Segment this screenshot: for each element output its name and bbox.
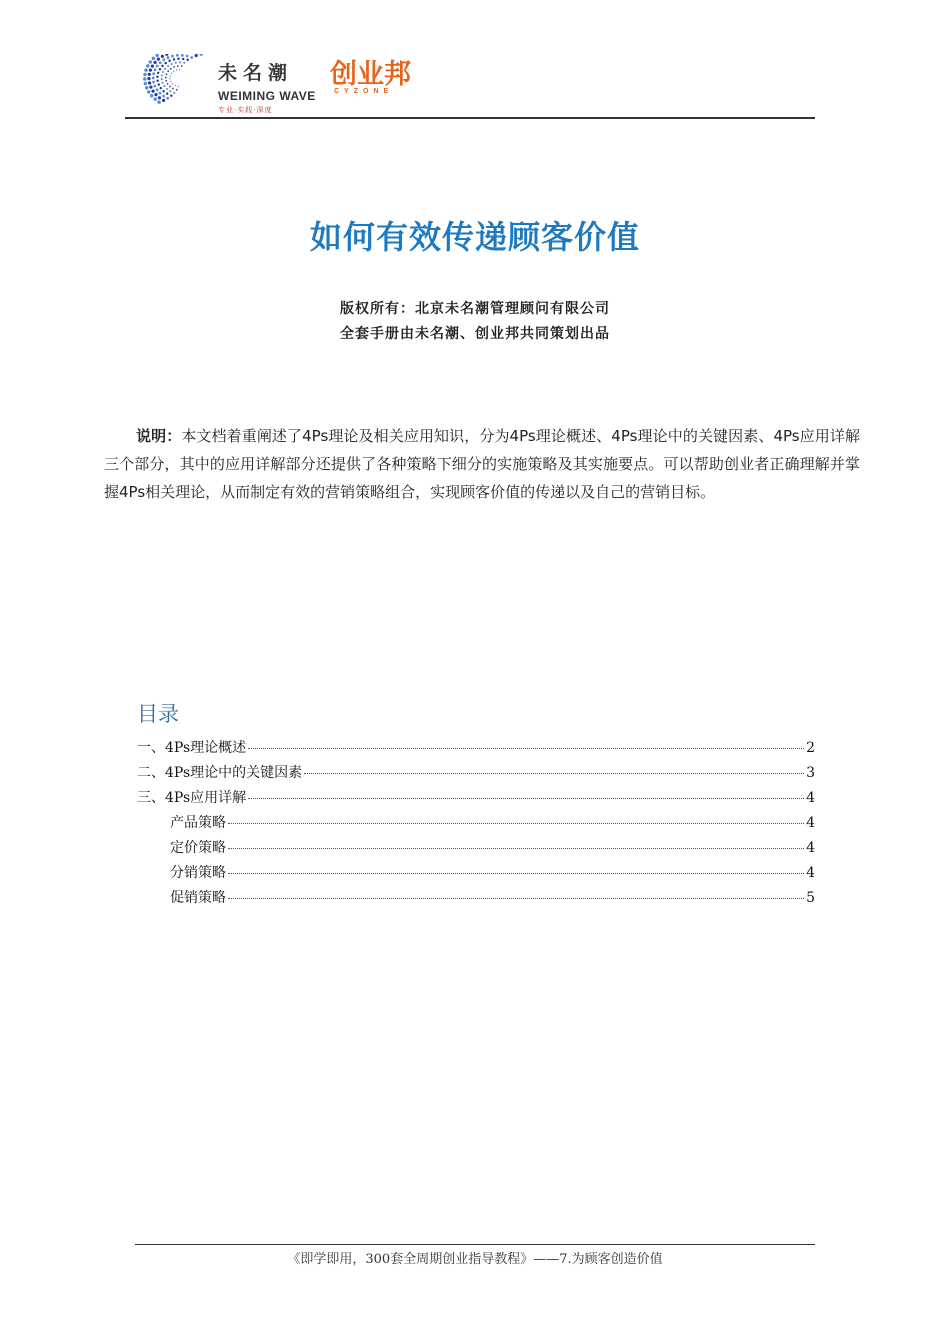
logo-dot: [162, 71, 164, 73]
logo-dot: [144, 68, 148, 72]
toc-leader-dots: [228, 873, 804, 874]
logo-dot: [154, 61, 157, 64]
toc-subentry[interactable]: [137, 862, 815, 887]
logo-dot: [161, 55, 164, 58]
toc-entry-label: 促销策略: [170, 890, 226, 906]
toc-title: 目录: [137, 702, 179, 726]
logo-dot: [147, 77, 150, 80]
produced-by-line: 全套手册由未名潮、创业邦共同策划出品: [340, 326, 610, 342]
logo-dot: [152, 76, 155, 79]
toc-entry-page: 5: [806, 890, 815, 906]
logo-dot: [190, 56, 193, 59]
toc-leader-dots: [248, 798, 804, 799]
toc-entry-page: 4: [806, 790, 815, 806]
logo-dot: [162, 95, 165, 98]
logo-dot: [159, 68, 161, 70]
toc-subentry[interactable]: [137, 812, 815, 837]
logo-dot: [169, 78, 170, 79]
logo-dot: [168, 60, 170, 62]
toc-leader-dots: [228, 848, 804, 849]
logo-dot: [173, 58, 175, 60]
copyright-line: 版权所有：北京未名潮管理顾问有限公司: [340, 301, 610, 317]
logo-dot: [157, 58, 160, 61]
logo-dot: [159, 92, 162, 95]
table-of-contents: [137, 737, 815, 912]
logo-dot: [163, 85, 165, 87]
logo-dot: [173, 71, 174, 72]
logo-dot: [169, 90, 171, 92]
logo-dot: [186, 59, 188, 61]
logo-dot: [175, 85, 176, 86]
logo-dot: [143, 77, 147, 81]
logo-dot: [171, 73, 172, 74]
logo-dot: [167, 70, 169, 72]
logo-dot: [167, 65, 169, 67]
weiming-tagline: 专业·实践·深度: [218, 106, 273, 114]
logo-dot: [179, 61, 181, 63]
toc-entry-label: 三、4Ps应用详解: [137, 790, 247, 806]
logo-dot: [177, 65, 179, 67]
logo-dot: [152, 72, 155, 75]
logo-dot: [152, 57, 156, 61]
page-footer: 《即学即用，300套全周期创业指导教程》——7.为顾客创造价值: [287, 1252, 663, 1267]
logo-dot: [171, 63, 173, 65]
logo-dot: [165, 54, 168, 56]
logo-dot: [162, 99, 165, 102]
logo-dot: [161, 74, 163, 76]
toc-entry-page: 4: [806, 865, 815, 881]
toc-leader-dots: [228, 823, 804, 824]
footer-divider: [135, 1244, 815, 1245]
logo-dot: [166, 88, 168, 90]
toc-entry-label: 分销策略: [170, 865, 226, 881]
toc-leader-dots: [304, 773, 804, 774]
logo-dot: [172, 88, 174, 90]
logo-dot: [173, 66, 175, 68]
logo-dot: [166, 97, 169, 100]
logo-dot: [167, 83, 169, 85]
cyzone-cn-name: 创业邦: [330, 59, 411, 90]
logo-dot: [148, 81, 151, 84]
logo-dot: [170, 81, 171, 82]
logo-dot: [171, 55, 174, 58]
logo-dot: [172, 83, 173, 84]
logo-dot: [150, 94, 154, 98]
toc-subentry[interactable]: [137, 887, 815, 912]
logo-dot: [166, 73, 168, 75]
logo-dot: [157, 72, 159, 74]
logo-dot: [173, 92, 175, 94]
logo-dot: [178, 86, 179, 87]
toc-entry-page: 2: [806, 740, 815, 756]
logo-dot: [164, 62, 166, 64]
logo-dot: [161, 82, 163, 84]
logo-dot: [166, 93, 168, 95]
toc-entry[interactable]: [137, 762, 815, 787]
description-label: 说明：: [136, 427, 182, 445]
logo-dot: [186, 55, 189, 58]
logo-dot: [149, 69, 152, 72]
weiming-wave-logo-icon: [132, 54, 212, 114]
toc-entry-page: 4: [806, 815, 815, 831]
weiming-wave-wordmark: [218, 58, 316, 115]
cyzone-en-name: CYZONE: [334, 88, 394, 95]
logo-dot: [143, 73, 147, 77]
logo-dot: [159, 61, 162, 64]
logo-dot: [170, 75, 171, 76]
logo-dot: [181, 54, 184, 57]
logo-dot: [144, 82, 148, 86]
toc-entry-label: 一、4Ps理论概述: [137, 740, 247, 756]
cyzone-logo: [330, 60, 411, 95]
logo-dot: [153, 85, 156, 88]
logo-dot: [152, 90, 155, 93]
logo-dot: [170, 68, 172, 70]
logo-dot: [155, 54, 159, 57]
toc-subentry[interactable]: [137, 837, 815, 862]
logo-dot: [153, 97, 157, 101]
logo-dot: [176, 69, 177, 70]
toc-entry-page: 4: [806, 840, 815, 856]
logo-dot: [154, 93, 157, 96]
toc-leader-dots: [248, 748, 804, 749]
description-text: 本文档着重阐述了4Ps理论及相关应用知识，分为4Ps理论概述、4Ps理论中的关键因素、4Ps应用详解三个部分，其中的应用详解部分还提供了各种策略下细分的实施策略及其实施要点。可以帮助创业者正确理解并掌握4Ps相关理论，从而制定有效的营销策略组合，实现顾客价值的传递以及自己的营销目标。: [104, 427, 860, 501]
logo-dot: [161, 78, 163, 80]
logo-dot: [165, 77, 167, 79]
logo-dot: [158, 96, 161, 99]
document-title: 如何有效传递顾客价值: [309, 218, 640, 256]
logo-dot: [157, 100, 161, 104]
logo-dot: [154, 68, 157, 71]
logo-dot: [165, 80, 167, 82]
logo-dot: [162, 90, 164, 92]
logo-dot: [146, 64, 150, 68]
logo-dot: [181, 65, 183, 67]
toc-leader-dots: [228, 898, 804, 899]
weiming-en-name: WEIMING WAVE: [218, 89, 316, 103]
logo-dot: [167, 56, 170, 59]
toc-entry-label: 产品策略: [170, 815, 226, 831]
logo-dot: [162, 58, 165, 61]
logo-dot: [195, 54, 198, 57]
logo-dot: [148, 73, 151, 76]
toc-entry-label: 二、4Ps理论中的关键因素: [137, 765, 303, 781]
weiming-cn-name: 未名潮: [218, 62, 294, 84]
toc-entry[interactable]: [137, 737, 815, 762]
logo-dot: [156, 79, 158, 81]
toc-entry[interactable]: [137, 787, 815, 812]
header-divider: [125, 117, 815, 119]
logo-dot: [179, 69, 180, 70]
logo-dot: [152, 81, 155, 84]
logo-dot: [176, 89, 178, 91]
logo-dot: [147, 90, 151, 94]
header: [130, 52, 820, 116]
logo-dot: [164, 68, 166, 70]
logo-dot: [145, 86, 149, 90]
logo-dot: [177, 58, 179, 60]
logo-dot: [161, 65, 163, 67]
logo-dot: [156, 76, 158, 78]
logo-dot: [156, 88, 159, 91]
logo-dot: [160, 87, 162, 89]
logo-dot: [183, 62, 185, 64]
logo-dot: [199, 54, 203, 56]
logo-dot: [170, 94, 172, 96]
toc-entry-page: 3: [806, 765, 815, 781]
logo-dot: [175, 62, 177, 64]
logo-dot: [169, 86, 171, 88]
description-paragraph: [104, 422, 860, 506]
logo-dot: [149, 86, 152, 89]
logo-dot: [156, 65, 159, 68]
logo-dot: [149, 60, 153, 64]
logo-dot: [182, 58, 184, 60]
toc-entry-label: 定价策略: [170, 840, 226, 856]
logo-dot: [176, 54, 179, 57]
logo-dot: [158, 83, 160, 85]
logo-dot: [151, 65, 154, 68]
